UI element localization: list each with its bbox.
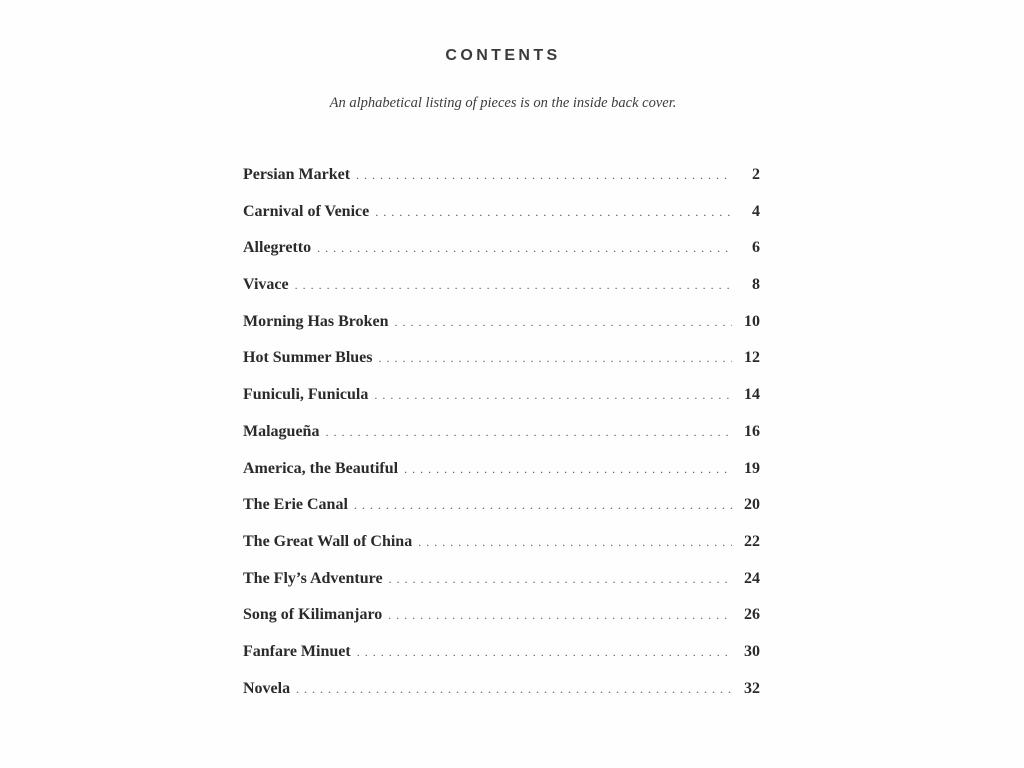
toc-dot-leader: [357, 645, 732, 660]
toc-entry: [243, 386, 760, 423]
toc-entry-title: Malagueña: [243, 422, 320, 440]
toc-entry: [243, 680, 760, 717]
toc-entry-title: Morning Has Broken: [243, 312, 389, 330]
toc-entry: [243, 239, 760, 276]
toc-entry-page: 22: [744, 532, 760, 550]
toc-dot-leader: [325, 425, 732, 440]
toc-dot-leader: [404, 462, 732, 477]
toc-entry-title: Persian Market: [243, 166, 351, 183]
toc-entry-title: The Erie Canal: [243, 496, 348, 514]
toc-entry-page: 20: [744, 496, 760, 514]
toc-entry: [243, 313, 760, 350]
toc-dot-leader: [296, 682, 732, 697]
toc-dot-leader: [317, 241, 732, 256]
toc-dot-leader: [354, 498, 732, 513]
toc-entry-page: 30: [744, 642, 760, 660]
toc-dot-leader: [356, 168, 732, 183]
toc-entry: [243, 203, 760, 240]
toc-entry: [243, 496, 760, 533]
toc-entry: [243, 606, 760, 643]
toc-entry-title: Hot Summer Blues: [243, 349, 373, 367]
toc-entry: [243, 349, 760, 386]
toc-entry: [243, 166, 760, 203]
toc-dot-leader: [389, 572, 732, 587]
toc-entry-title: The Great Wall of China: [243, 532, 413, 550]
toc-entry-page: 10: [744, 312, 760, 330]
toc-entry: [243, 533, 760, 570]
toc-dot-leader: [374, 388, 732, 403]
page-subtitle: An alphabetical listing of pieces is on the inside back cover.: [329, 95, 677, 111]
toc-entry-title: Song of Kilimanjaro: [243, 606, 383, 624]
toc-entry-title: Funiculi, Funicula: [243, 386, 369, 404]
toc-entry-title: America, the Beautiful: [243, 459, 399, 477]
toc-entry-page: 24: [744, 569, 760, 587]
toc-dot-leader: [295, 278, 732, 293]
toc-dot-leader: [375, 205, 732, 220]
toc-entry-page: 14: [744, 386, 760, 404]
toc-entry: [243, 570, 760, 607]
toc-dot-leader: [388, 608, 732, 623]
toc-dot-leader: [378, 351, 732, 366]
toc-entry-page: 26: [744, 606, 760, 624]
toc-entry-title: Allegretto: [243, 239, 312, 257]
toc-entry: [243, 276, 760, 313]
page-title: CONTENTS: [445, 47, 561, 64]
toc-entry-title: Vivace: [243, 276, 289, 294]
toc-entry-page: 32: [744, 679, 760, 697]
toc-entry-title: The Fly’s Adventure: [243, 569, 383, 587]
toc-entry-page: 12: [744, 349, 760, 367]
toc-dot-leader: [418, 535, 732, 550]
toc-entry-page: 19: [744, 459, 760, 477]
toc-entry-page: 16: [744, 422, 760, 440]
toc-entry: [243, 423, 760, 460]
toc-entry-page: 8: [752, 276, 760, 294]
toc-entry-page: 4: [752, 202, 760, 220]
toc-entry-title: Carnival of Venice: [243, 202, 370, 220]
table-of-contents: [243, 166, 760, 716]
toc-entry-page: 2: [752, 166, 760, 183]
toc-entry: [243, 643, 760, 680]
toc-entry-title: Fanfare Minuet: [243, 642, 351, 660]
toc-dot-leader: [395, 315, 733, 330]
toc-entry-page: 6: [752, 239, 760, 257]
toc-entry-title: Novela: [243, 679, 291, 697]
toc-entry: [243, 460, 760, 497]
